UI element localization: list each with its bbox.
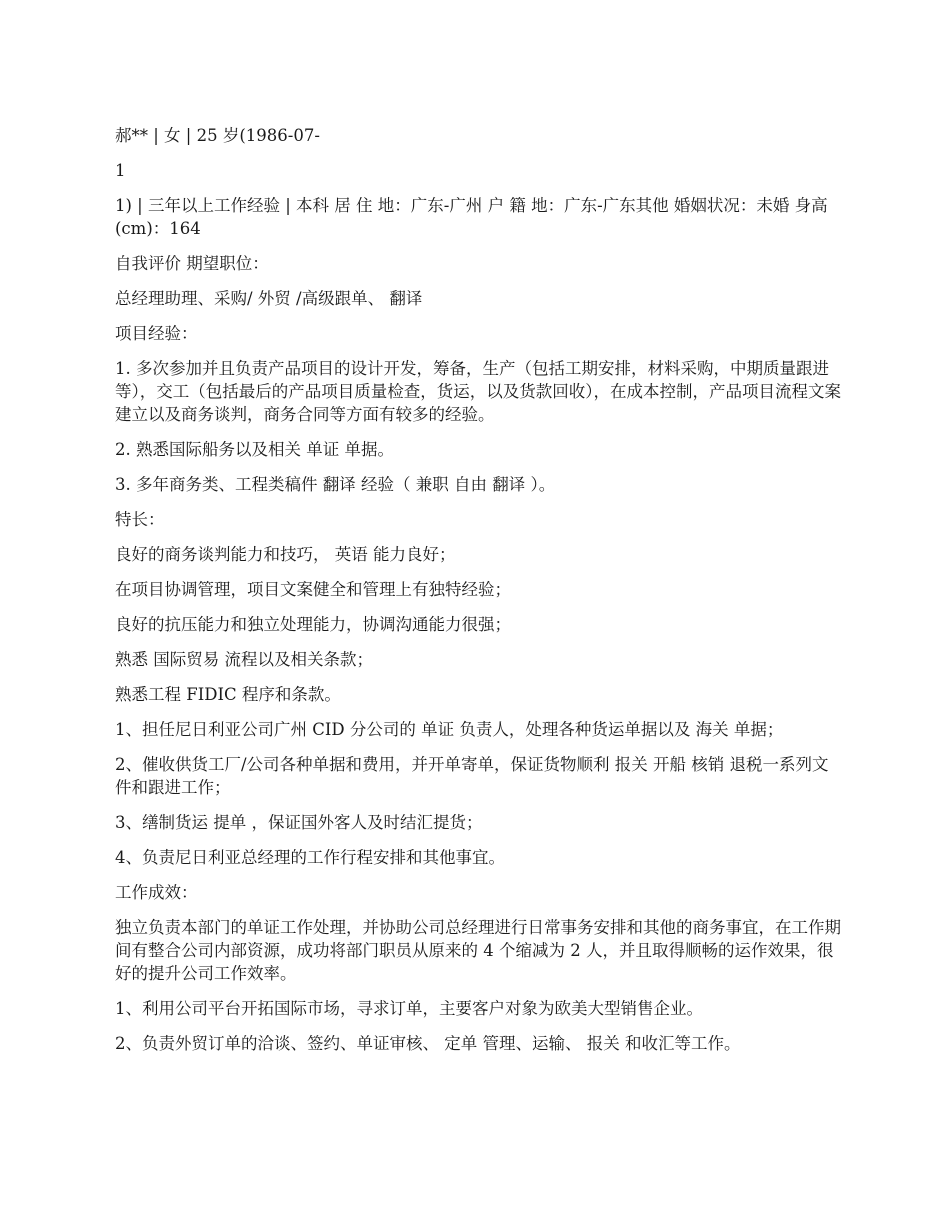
document-page — [115, 124, 843, 1067]
duty-item-3: 3、缮制货运 提单 ，保证国外客人及时结汇提货； — [115, 813, 483, 832]
duty-item-4: 4、负责尼日利亚总经理的工作行程安排和其他事宜。 — [115, 848, 505, 867]
desired-positions: 总经理助理、采购/ 外贸 /高级跟单、 翻译 — [115, 289, 423, 308]
self-evaluation-heading: 自我评价 期望职位： — [115, 254, 269, 273]
project-experience-item-2: 2. 熟悉国际船务以及相关 单证 单据。 — [115, 440, 394, 459]
personal-info: 1) | 三年以上工作经验 | 本科 居 住 地：广东-广州 户 籍 地：广东-广东其他 婚姻状况：未婚 身高(cm)：164 — [115, 196, 828, 238]
trade-duty-item-1: 1、利用公司平台开拓国际市场，寻求订单，主要客户对象为欧美大型销售企业。 — [115, 999, 703, 1018]
trade-duty-item-2: 2、负责外贸订单的洽谈、签约、单证审核、 定单 管理、运输、 报关 和收汇等工作。 — [115, 1034, 741, 1053]
header-line-name: 郝** | 女 | 25 岁(1986-07- — [115, 126, 320, 145]
project-experience-item-3: 3. 多年商务类、工程类稿件 翻译 经验（ 兼职 自由 翻译 ）。 — [115, 475, 556, 494]
strengths-heading: 特长： — [115, 510, 165, 529]
duty-item-1: 1、担任尼日利亚公司广州 CID 分公司的 单证 负责人，处理各种货运单据以及 海关 单据； — [115, 720, 784, 739]
work-results-text: 独立负责本部门的单证工作处理，并协助公司总经理进行日常事务安排和其他的商务事宜，在工作期间有整合公司内部资源，成功将部门职员从原来的 4 个缩减为 2 人，并且取得顺畅的运作效果，很好的提升公司工作效率。 — [115, 918, 841, 983]
project-experience-item-1: 1. 多次参加并且负责产品项目的设计开发，筹备，生产（包括工期安排，材料采购，中期质量跟进等），交工（包括最后的产品项目质量检查，货运，以及货款回收），在成本控制，产品项目流程文案建立以及商务谈判，商务合同等方面有较多的经验。 — [115, 359, 841, 424]
strength-item-2: 在项目协调管理，项目文案健全和管理上有独特经验； — [115, 580, 511, 599]
project-experience-heading: 项目经验： — [115, 324, 198, 343]
strength-item-5: 熟悉工程 FIDIC 程序和条款。 — [115, 685, 341, 704]
duty-item-2: 2、催收供货工厂/公司各种单据和费用，并开单寄单，保证货物顺利 报关 开船 核销 退税一系列文件和跟进工作； — [115, 755, 829, 797]
header-line-day: 1 — [115, 161, 126, 180]
work-results-heading: 工作成效： — [115, 883, 198, 902]
strength-item-4: 熟悉 国际贸易 流程以及相关条款； — [115, 650, 373, 669]
strength-item-1: 良好的商务谈判能力和技巧， 英语 能力良好； — [115, 545, 456, 564]
strength-item-3: 良好的抗压能力和独立处理能力，协调沟通能力很强； — [115, 615, 511, 634]
